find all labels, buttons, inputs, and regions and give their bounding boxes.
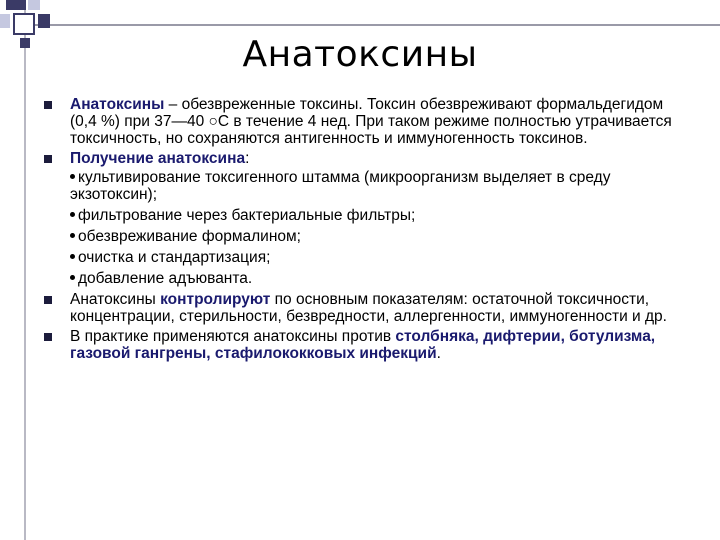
dot-bullet-icon xyxy=(70,174,75,179)
definition-text: – обезвреженные токсины. Токсин обезвреживают формальдегидом (0,4 %) при 37—40 ○С в течение 4 нед. При таком режиме полностью утрачивается токсичность, но сохраняются антигенность и иммуногенность токсинов. xyxy=(70,96,672,147)
dot-bullet-icon xyxy=(70,212,75,217)
production-step: добавление адъюванта. xyxy=(70,270,684,287)
usage-diseases: столбняка, дифтерии, ботулизма, газовой гангрены, стафилококковых инфекций xyxy=(70,328,656,362)
dot-bullet-icon xyxy=(70,275,75,280)
production-step: очистка и стандартизация; xyxy=(70,249,684,266)
bullet-item-definition xyxy=(44,96,684,147)
production-heading: Получение анатоксина xyxy=(70,150,246,167)
bullet-item-usage xyxy=(44,328,684,362)
production-step: культивирование токсигенного штамма (микроорганизм выделяет в среду экзотоксин); xyxy=(70,169,611,203)
decorative-square-outline xyxy=(13,13,35,35)
decorative-square xyxy=(38,14,50,28)
decorative-vertical-line xyxy=(24,0,26,540)
decorative-square xyxy=(0,14,10,28)
production-step: обезвреживание формалином; xyxy=(70,228,684,245)
production-colon: : xyxy=(245,150,250,167)
bullet-item-control xyxy=(44,291,684,325)
bullet-item-production xyxy=(44,150,684,287)
decorative-square xyxy=(28,0,40,10)
production-step: фильтрование через бактериальные фильтры; xyxy=(70,207,684,224)
square-bullet-icon xyxy=(44,333,52,341)
decorative-square xyxy=(6,0,26,10)
dot-bullet-icon xyxy=(70,254,75,259)
control-keyword: контролируют xyxy=(160,291,271,308)
slide-body xyxy=(44,96,684,365)
term-anatoxins: Анатоксины xyxy=(70,96,165,113)
square-bullet-icon xyxy=(44,155,52,163)
square-bullet-icon xyxy=(44,296,52,304)
slide-title: Анатоксины xyxy=(242,34,478,75)
control-text: по основным показателям: остаточной токсичности, концентрации, стерильности, безвредности, аллергенности, иммуногенности и др. xyxy=(70,291,667,325)
control-prefix: Анатоксины xyxy=(70,291,161,308)
square-bullet-icon xyxy=(44,101,52,109)
usage-period: . xyxy=(436,345,441,362)
usage-prefix: В практике применяются анатоксины против xyxy=(70,328,396,345)
decorative-horizontal-line xyxy=(32,24,720,26)
dot-bullet-icon xyxy=(70,233,75,238)
